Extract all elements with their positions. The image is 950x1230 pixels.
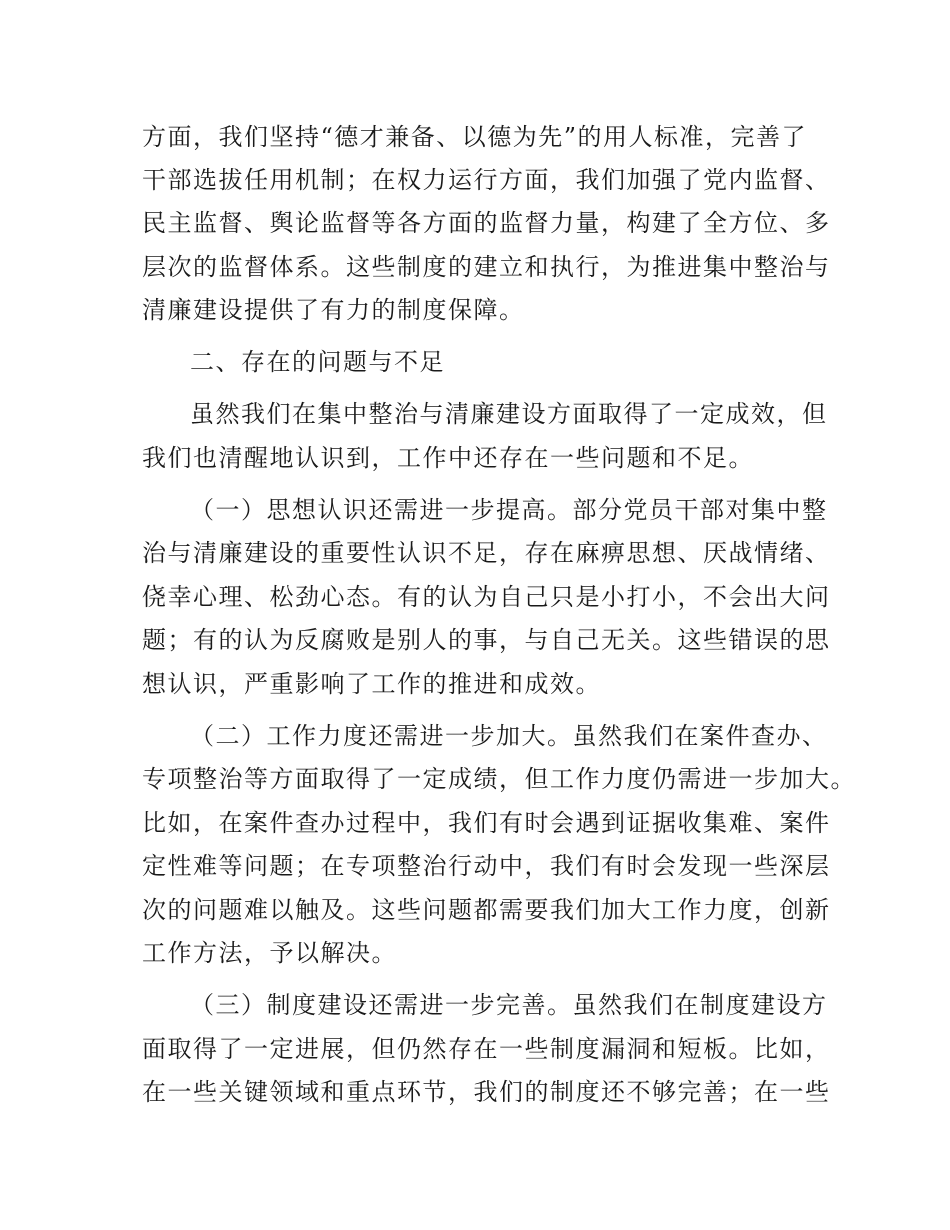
text-line: 工作方法，予以解决。 <box>142 939 397 967</box>
text-line: 我们也清醒地认识到，工作中还存在一些问题和不足。 <box>142 444 754 472</box>
text-line: 民主监督、舆论监督等各方面的监督力量，构建了全方位、多 <box>142 209 831 237</box>
text-line: 虽然我们在集中整治与清廉建设方面取得了一定成效，但 <box>190 400 828 428</box>
text-line: 面取得了一定进展，但仍然存在一些制度漏洞和短板。比如， <box>142 1035 831 1063</box>
text-line: 治与清廉建设的重要性认识不足，存在麻痹思想、厌战情绪、 <box>142 539 831 567</box>
text-line: 清廉建设提供了有力的制度保障。 <box>142 296 525 324</box>
text-line: 专项整治等方面取得了一定成绩，但工作力度仍需进一步加大。 <box>142 765 856 793</box>
text-line: 比如，在案件查办过程中，我们有时会遇到证据收集难、案件 <box>142 809 831 837</box>
subsection-heading: （一）思想认识还需进一步提高。部分党员干部对集中整 <box>190 496 828 524</box>
text-line: 层次的监督体系。这些制度的建立和执行，为推进集中整治与 <box>142 253 831 281</box>
text-line: 侥幸心理、松劲心态。有的认为自己只是小打小，不会出大问 <box>142 583 831 611</box>
subsection-heading: （三）制度建设还需进一步完善。虽然我们在制度建设方 <box>190 991 828 1019</box>
text-line: 在一些关键领域和重点环节，我们的制度还不够完善；在一些 <box>142 1078 831 1106</box>
text-line: 方面，我们坚持“德才兼备、以德为先”的用人标准，完善了 <box>142 123 808 151</box>
text-line: 题；有的认为反腐败是别人的事，与自己无关。这些错误的思 <box>142 626 831 654</box>
text-line: 次的问题难以触及。这些问题都需要我们加大工作力度，创新 <box>142 896 831 924</box>
text-line: 干部选拔任用机制；在权力运行方面，我们加强了党内监督、 <box>142 166 831 194</box>
text-line: 定性难等问题；在专项整治行动中，我们有时会发现一些深层 <box>142 852 831 880</box>
text-line: 想认识，严重影响了工作的推进和成效。 <box>142 670 601 698</box>
subsection-heading: （二）工作力度还需进一步加大。虽然我们在案件查办、 <box>190 722 828 750</box>
section-heading: 二、存在的问题与不足 <box>190 348 445 376</box>
